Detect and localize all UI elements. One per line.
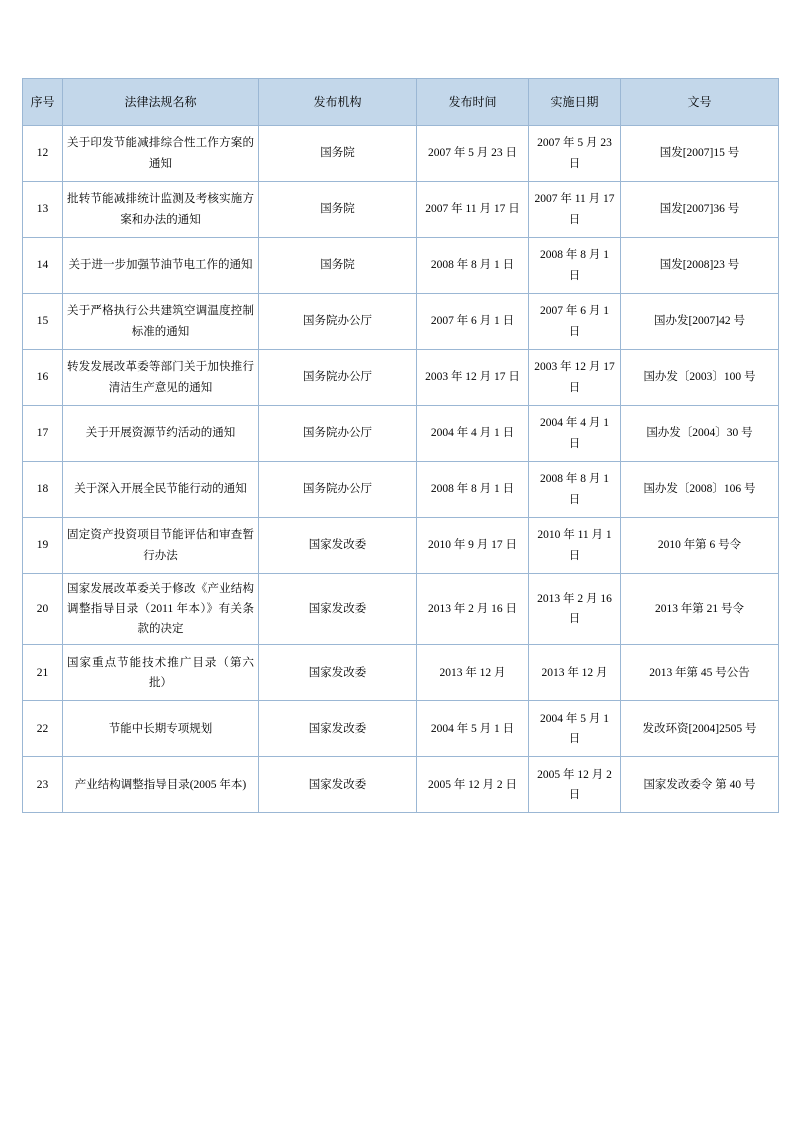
table-row [23,294,779,350]
cell-effective-date: 2010 年 11 月 1 日 [529,518,621,574]
cell-index: 18 [23,462,63,518]
cell-effective-date: 2008 年 8 月 1 日 [529,238,621,294]
cell-doc-number: 国办发〔2008〕106 号 [621,462,779,518]
header-row [23,79,779,126]
cell-organization: 国务院 [259,126,417,182]
cell-organization: 国务院办公厅 [259,294,417,350]
column-header-index: 序号 [23,79,63,126]
cell-organization: 国家发改委 [259,645,417,701]
cell-organization: 国务院办公厅 [259,462,417,518]
cell-organization: 国务院 [259,182,417,238]
table-row [23,182,779,238]
cell-publish-date: 2007 年 5 月 23 日 [417,126,529,182]
cell-publish-date: 2007 年 6 月 1 日 [417,294,529,350]
cell-name: 产业结构调整指导目录(2005 年本) [63,757,259,813]
cell-name: 关于严格执行公共建筑空调温度控制标准的通知 [63,294,259,350]
table-row [23,518,779,574]
cell-doc-number: 国办发[2007]42 号 [621,294,779,350]
cell-publish-date: 2004 年 4 月 1 日 [417,406,529,462]
cell-doc-number: 国家发改委令 第 40 号 [621,757,779,813]
regulations-table [22,78,779,813]
cell-organization: 国家发改委 [259,574,417,645]
cell-publish-date: 2008 年 8 月 1 日 [417,238,529,294]
cell-effective-date: 2008 年 8 月 1 日 [529,462,621,518]
cell-effective-date: 2007 年 11 月 17 日 [529,182,621,238]
cell-publish-date: 2005 年 12 月 2 日 [417,757,529,813]
cell-index: 21 [23,645,63,701]
table-body [23,126,779,813]
table-row [23,701,779,757]
cell-organization: 国家发改委 [259,701,417,757]
cell-name: 国家重点节能技术推广目录（第六批） [63,645,259,701]
table-row [23,406,779,462]
cell-effective-date: 2013 年 12 月 [529,645,621,701]
cell-index: 13 [23,182,63,238]
cell-doc-number: 2013 年第 45 号公告 [621,645,779,701]
cell-publish-date: 2004 年 5 月 1 日 [417,701,529,757]
cell-publish-date: 2010 年 9 月 17 日 [417,518,529,574]
cell-name: 固定资产投资项目节能评估和审查暂行办法 [63,518,259,574]
cell-doc-number: 国办发〔2003〕100 号 [621,350,779,406]
cell-publish-date: 2013 年 12 月 [417,645,529,701]
cell-effective-date: 2004 年 5 月 1 日 [529,701,621,757]
cell-doc-number: 国发[2007]36 号 [621,182,779,238]
table-header [23,79,779,126]
cell-name: 关于进一步加强节油节电工作的通知 [63,238,259,294]
cell-index: 23 [23,757,63,813]
cell-effective-date: 2004 年 4 月 1 日 [529,406,621,462]
cell-organization: 国务院 [259,238,417,294]
cell-index: 12 [23,126,63,182]
cell-index: 20 [23,574,63,645]
cell-doc-number: 国办发〔2004〕30 号 [621,406,779,462]
table-row [23,645,779,701]
table-row [23,574,779,645]
column-header-effective-date: 实施日期 [529,79,621,126]
cell-name: 国家发展改革委关于修改《产业结构调整指导目录（2011 年本）》有关条款的决定 [63,574,259,645]
cell-effective-date: 2007 年 5 月 23 日 [529,126,621,182]
cell-publish-date: 2013 年 2 月 16 日 [417,574,529,645]
cell-doc-number: 发改环资[2004]2505 号 [621,701,779,757]
cell-doc-number: 2013 年第 21 号令 [621,574,779,645]
cell-publish-date: 2008 年 8 月 1 日 [417,462,529,518]
cell-name: 关于开展资源节约活动的通知 [63,406,259,462]
cell-name: 关于深入开展全民节能行动的通知 [63,462,259,518]
table-row [23,238,779,294]
cell-name: 关于印发节能减排综合性工作方案的通知 [63,126,259,182]
cell-organization: 国务院办公厅 [259,350,417,406]
cell-organization: 国务院办公厅 [259,406,417,462]
cell-effective-date: 2005 年 12 月 2 日 [529,757,621,813]
cell-effective-date: 2003 年 12 月 17 日 [529,350,621,406]
cell-publish-date: 2003 年 12 月 17 日 [417,350,529,406]
column-header-organization: 发布机构 [259,79,417,126]
cell-name: 节能中长期专项规划 [63,701,259,757]
cell-effective-date: 2007 年 6 月 1 日 [529,294,621,350]
cell-name: 转发发展改革委等部门关于加快推行清洁生产意见的通知 [63,350,259,406]
table-row [23,757,779,813]
table-row [23,350,779,406]
table-row [23,462,779,518]
cell-organization: 国家发改委 [259,518,417,574]
table-row [23,126,779,182]
cell-name: 批转节能减排统计监测及考核实施方案和办法的通知 [63,182,259,238]
cell-doc-number: 国发[2007]15 号 [621,126,779,182]
cell-index: 17 [23,406,63,462]
column-header-doc-number: 文号 [621,79,779,126]
column-header-name: 法律法规名称 [63,79,259,126]
cell-publish-date: 2007 年 11 月 17 日 [417,182,529,238]
cell-index: 22 [23,701,63,757]
cell-index: 19 [23,518,63,574]
cell-doc-number: 国发[2008]23 号 [621,238,779,294]
cell-index: 15 [23,294,63,350]
cell-effective-date: 2013 年 2 月 16 日 [529,574,621,645]
cell-organization: 国家发改委 [259,757,417,813]
cell-index: 16 [23,350,63,406]
column-header-publish-date: 发布时间 [417,79,529,126]
cell-doc-number: 2010 年第 6 号令 [621,518,779,574]
cell-index: 14 [23,238,63,294]
